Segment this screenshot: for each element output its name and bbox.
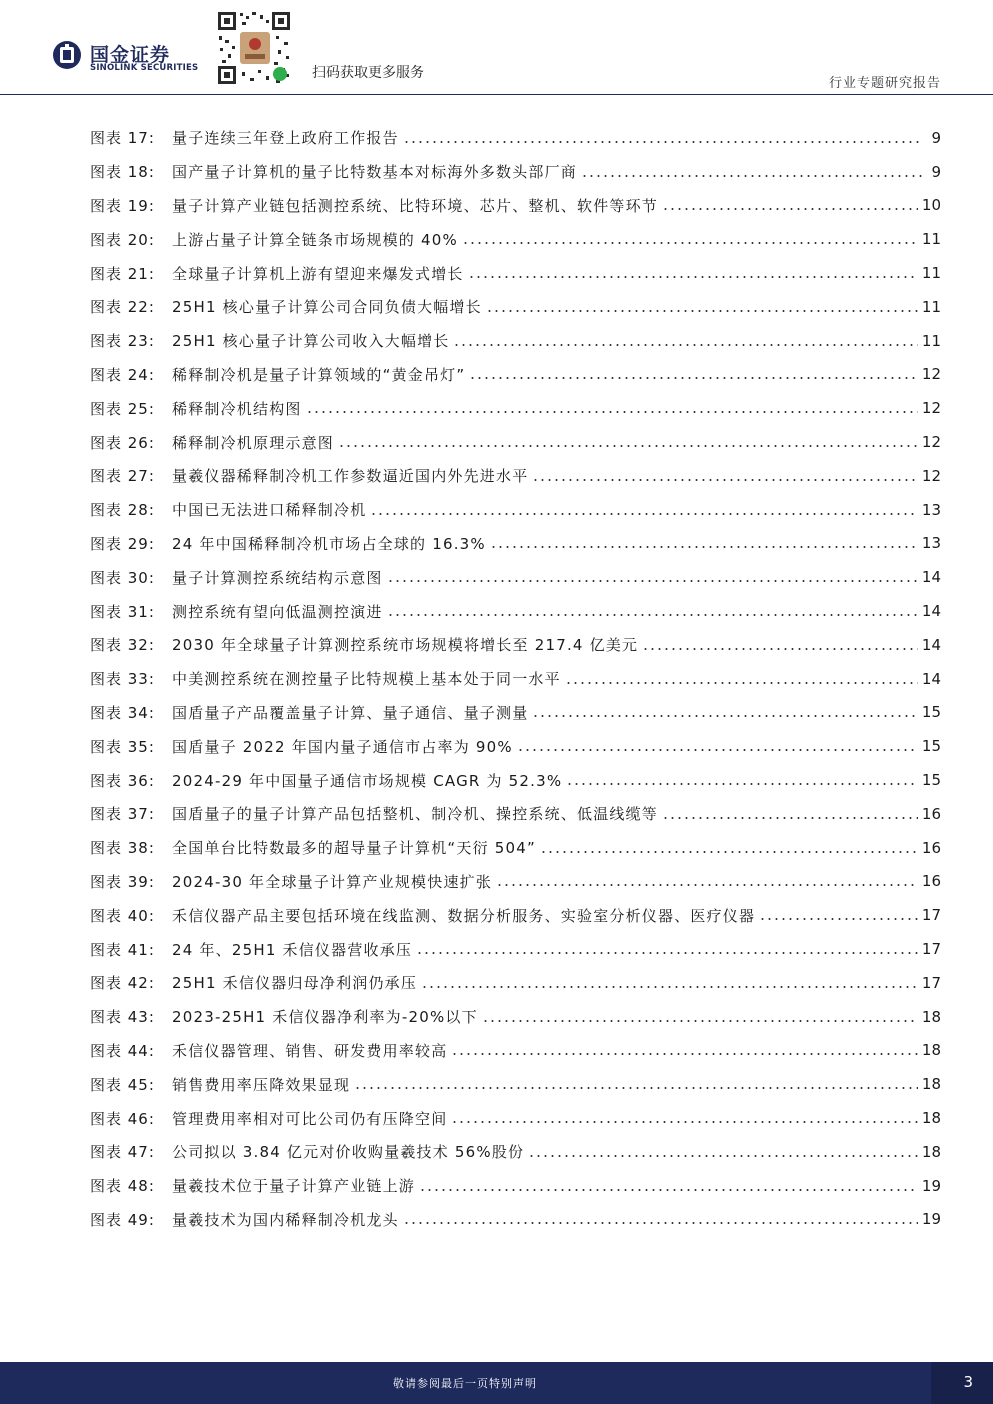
toc-entry[interactable] [90, 831, 941, 865]
toc-page-number: 13 [921, 500, 941, 519]
toc-figure-title: 24 年、25H1 禾信仪器营收承压 [172, 940, 413, 959]
toc-figure-title: 稀释制冷机是量子计算领域的“黄金吊灯” [172, 365, 466, 384]
toc-page-number: 15 [921, 737, 941, 756]
toc-entry[interactable] [90, 155, 941, 189]
toc-dot-leader [419, 1189, 918, 1191]
toc-figure-label: 图表 41: [90, 940, 155, 959]
toc-dot-leader [528, 1155, 918, 1157]
toc-entry[interactable] [90, 1169, 941, 1203]
toc-entry[interactable] [90, 324, 941, 358]
toc-entry[interactable] [90, 729, 941, 763]
toc-figure-label: 图表 37: [90, 805, 155, 824]
toc-page-number: 14 [921, 669, 941, 688]
page-number-box [931, 1362, 993, 1404]
toc-entry[interactable] [90, 898, 941, 932]
toc-figure-title: 25H1 禾信仪器归母净利润仍承压 [172, 974, 418, 993]
page-number: 3 [963, 1373, 973, 1391]
toc-entry[interactable] [90, 189, 941, 223]
toc-figure-title: 24 年中国稀释制冷机市场占全球的 16.3% [172, 534, 486, 553]
toc-figure-title: 国盾量子 2022 年国内量子通信市占率为 90% [172, 737, 513, 756]
toc-dot-leader [453, 344, 917, 346]
toc-dot-leader [306, 411, 918, 413]
toc-entry[interactable] [90, 1067, 941, 1101]
toc-figure-label: 图表 45: [90, 1075, 155, 1094]
toc-entry[interactable] [90, 932, 941, 966]
toc-entry[interactable] [90, 1034, 941, 1068]
toc-dot-leader [532, 479, 918, 481]
toc-page-number: 12 [921, 466, 941, 485]
scan-for-services-text: 扫码获取更多服务 [312, 65, 424, 81]
toc-figure-label: 图表 25: [90, 399, 155, 418]
toc-page-number: 16 [921, 838, 941, 857]
toc-figure-label: 图表 21: [90, 264, 155, 283]
toc-figure-label: 图表 31: [90, 602, 155, 621]
toc-figure-title: 2024-30 年全球量子计算产业规模快速扩张 [172, 872, 493, 891]
toc-figure-label: 图表 38: [90, 839, 155, 858]
toc-figure-title: 25H1 核心量子计算公司合同负债大幅增长 [172, 298, 482, 317]
toc-dot-leader [462, 242, 918, 244]
toc-figure-label: 图表 35: [90, 737, 155, 756]
toc-figure-label: 图表 27: [90, 467, 155, 486]
toc-figure-title: 禾信仪器管理、销售、研发费用率较高 [172, 1041, 448, 1060]
sinolink-logo-icon [52, 40, 82, 70]
toc-figure-label: 图表 47: [90, 1143, 155, 1162]
toc-figure-title: 国盾量子产品覆盖量子计算、量子通信、量子测量 [172, 703, 529, 722]
toc-entry[interactable] [90, 763, 941, 797]
toc-entry[interactable] [90, 527, 941, 561]
toc-dot-leader [416, 952, 918, 954]
toc-figure-label: 图表 30: [90, 568, 155, 587]
toc-entry[interactable] [90, 966, 941, 1000]
toc-figure-label: 图表 32: [90, 636, 155, 655]
toc-figure-label: 图表 36: [90, 771, 155, 790]
toc-page-number: 17 [921, 906, 941, 925]
toc-figure-title: 禾信仪器产品主要包括环境在线监测、数据分析服务、实验室分析仪器、医疗仪器 [172, 906, 756, 925]
toc-entry[interactable] [90, 628, 941, 662]
toc-dot-leader [469, 377, 918, 379]
toc-figure-label: 图表 44: [90, 1041, 155, 1060]
toc-figure-label: 图表 48: [90, 1177, 155, 1196]
toc-entry[interactable] [90, 1135, 941, 1169]
toc-figure-title: 稀释制冷机原理示意图 [172, 433, 335, 452]
toc-figure-label: 图表 40: [90, 906, 155, 925]
toc-entry[interactable] [90, 696, 941, 730]
toc-dot-leader [387, 580, 918, 582]
toc-dot-leader [642, 648, 918, 650]
toc-dot-leader [421, 986, 918, 988]
toc-page-number: 14 [921, 568, 941, 587]
toc-figure-label: 图表 18: [90, 163, 155, 182]
page-header [0, 0, 993, 96]
logo-english-name: SINOLINK SECURITIES [90, 63, 199, 73]
toc-page-number: 15 [921, 703, 941, 722]
toc-dot-leader [403, 1222, 918, 1224]
toc-dot-leader [759, 918, 918, 920]
toc-dot-leader [354, 1087, 918, 1089]
toc-page-number: 10 [921, 196, 941, 215]
toc-page-number: 9 [931, 162, 941, 181]
toc-figure-title: 上游占量子计算全链条市场规模的 40% [172, 230, 458, 249]
toc-entry[interactable] [90, 290, 941, 324]
toc-dot-leader [451, 1053, 918, 1055]
toc-entry[interactable] [90, 797, 941, 831]
toc-figure-title: 2024-29 年中国量子通信市场规模 CAGR 为 52.3% [172, 771, 563, 790]
toc-entry[interactable] [90, 560, 941, 594]
page-footer [0, 1362, 993, 1404]
toc-figure-title: 管理费用率相对可比公司仍有压降空间 [172, 1109, 448, 1128]
toc-figure-title: 全球量子计算机上游有望迎来爆发式增长 [172, 264, 464, 283]
toc-page-number: 12 [921, 365, 941, 384]
toc-figure-label: 图表 24: [90, 365, 155, 384]
toc-dot-leader [565, 682, 918, 684]
toc-figure-title: 销售费用率压降效果显现 [172, 1075, 351, 1094]
toc-entry[interactable] [90, 493, 941, 527]
toc-figure-label: 图表 34: [90, 703, 155, 722]
toc-figure-title: 2030 年全球量子计算测控系统市场规模将增长至 217.4 亿美元 [172, 636, 639, 655]
figure-table-of-contents [90, 121, 941, 1236]
toc-page-number: 17 [921, 940, 941, 959]
toc-page-number: 17 [921, 973, 941, 992]
toc-dot-leader [451, 1121, 918, 1123]
toc-figure-title: 量子计算测控系统结构示意图 [172, 568, 383, 587]
toc-figure-title: 量子计算产业链包括测控系统、比特环境、芯片、整机、软件等环节 [172, 196, 659, 215]
toc-figure-label: 图表 33: [90, 670, 155, 689]
toc-figure-label: 图表 22: [90, 298, 155, 317]
toc-figure-title: 量子连续三年登上政府工作报告 [172, 129, 399, 148]
toc-page-number: 11 [921, 230, 941, 249]
toc-entry[interactable] [90, 594, 941, 628]
toc-entry[interactable] [90, 1203, 941, 1237]
toc-dot-leader [486, 310, 918, 312]
toc-page-number: 12 [921, 399, 941, 418]
toc-entry[interactable] [90, 1000, 941, 1034]
toc-page-number: 16 [921, 804, 941, 823]
toc-dot-leader [540, 851, 918, 853]
toc-dot-leader [338, 445, 918, 447]
toc-figure-label: 图表 17: [90, 129, 155, 148]
toc-figure-label: 图表 29: [90, 534, 155, 553]
toc-figure-title: 中国已无法进口稀释制冷机 [172, 501, 367, 520]
toc-dot-leader [490, 546, 918, 548]
toc-figure-label: 图表 49: [90, 1210, 155, 1229]
logo-chinese-name: 国金证券 [90, 44, 171, 66]
toc-entry[interactable] [90, 1101, 941, 1135]
toc-figure-label: 图表 42: [90, 974, 155, 993]
header-divider [0, 94, 993, 95]
toc-page-number: 12 [921, 433, 941, 452]
toc-entry[interactable] [90, 865, 941, 899]
toc-entry[interactable] [90, 391, 941, 425]
toc-page-number: 11 [921, 297, 941, 316]
company-logo [52, 38, 197, 78]
toc-entry[interactable] [90, 222, 941, 256]
toc-page-number: 19 [921, 1210, 941, 1229]
toc-entry[interactable] [90, 459, 941, 493]
toc-page-number: 11 [921, 264, 941, 283]
toc-page-number: 18 [921, 1041, 941, 1060]
toc-dot-leader [468, 276, 918, 278]
toc-figure-label: 图表 43: [90, 1008, 155, 1027]
toc-entry[interactable] [90, 358, 941, 392]
toc-figure-title: 2023-25H1 禾信仪器净利率为-20%以下 [172, 1008, 478, 1027]
report-type-label: 行业专题研究报告 [828, 76, 941, 91]
toc-dot-leader [662, 817, 918, 819]
toc-figure-label: 图表 23: [90, 332, 155, 351]
toc-figure-title: 公司拟以 3.84 亿元对价收购量羲技术 56%股份 [172, 1143, 525, 1162]
toc-figure-title: 量羲技术位于量子计算产业链上游 [172, 1177, 416, 1196]
toc-figure-label: 图表 28: [90, 501, 155, 520]
disclaimer-note: 敬请参阅最后一页特别声明 [393, 1377, 537, 1390]
toc-dot-leader [482, 1020, 918, 1022]
toc-figure-label: 图表 20: [90, 230, 155, 249]
toc-dot-leader [387, 614, 918, 616]
toc-page-number: 18 [921, 1142, 941, 1161]
toc-figure-title: 25H1 核心量子计算公司收入大幅增长 [172, 332, 450, 351]
qr-code-icon[interactable] [216, 10, 292, 86]
toc-dot-leader [517, 749, 918, 751]
toc-page-number: 19 [921, 1176, 941, 1195]
toc-page-number: 18 [921, 1109, 941, 1127]
toc-page-number: 13 [921, 534, 941, 553]
toc-page-number: 18 [921, 1007, 941, 1026]
toc-figure-title: 中美测控系统在测控量子比特规模上基本处于同一水平 [172, 670, 561, 689]
toc-figure-title: 量羲技术为国内稀释制冷机龙头 [172, 1210, 399, 1229]
toc-figure-label: 图表 26: [90, 433, 155, 452]
toc-figure-title: 量羲仪器稀释制冷机工作参数逼近国内外先进水平 [172, 467, 529, 486]
toc-figure-label: 图表 46: [90, 1109, 155, 1128]
toc-dot-leader [662, 208, 918, 210]
toc-page-number: 11 [921, 331, 941, 350]
toc-dot-leader [566, 783, 918, 785]
toc-dot-leader [496, 884, 918, 886]
toc-figure-title: 全国单台比特数最多的超导量子计算机“天衍 504” [172, 839, 536, 858]
toc-page-number: 14 [921, 635, 941, 654]
toc-page-number: 16 [921, 872, 941, 891]
toc-dot-leader [370, 513, 918, 515]
toc-dot-leader [532, 715, 918, 717]
toc-entry[interactable] [90, 121, 941, 155]
toc-figure-title: 国产量子计算机的量子比特数基本对标海外多数头部厂商 [172, 163, 578, 182]
toc-figure-label: 图表 39: [90, 872, 155, 891]
toc-dot-leader [403, 141, 923, 143]
toc-page-number: 15 [921, 771, 941, 790]
toc-page-number: 9 [931, 128, 941, 147]
toc-entry[interactable] [90, 662, 941, 696]
toc-dot-leader [581, 175, 923, 177]
toc-entry[interactable] [90, 425, 941, 459]
toc-page-number: 18 [921, 1075, 941, 1094]
toc-page-number: 14 [921, 602, 941, 621]
toc-figure-title: 测控系统有望向低温测控演进 [172, 602, 383, 621]
toc-entry[interactable] [90, 256, 941, 290]
toc-figure-label: 图表 19: [90, 196, 155, 215]
toc-figure-title: 稀释制冷机结构图 [172, 399, 302, 418]
toc-figure-title: 国盾量子的量子计算产品包括整机、制冷机、操控系统、低温线缆等 [172, 805, 659, 824]
